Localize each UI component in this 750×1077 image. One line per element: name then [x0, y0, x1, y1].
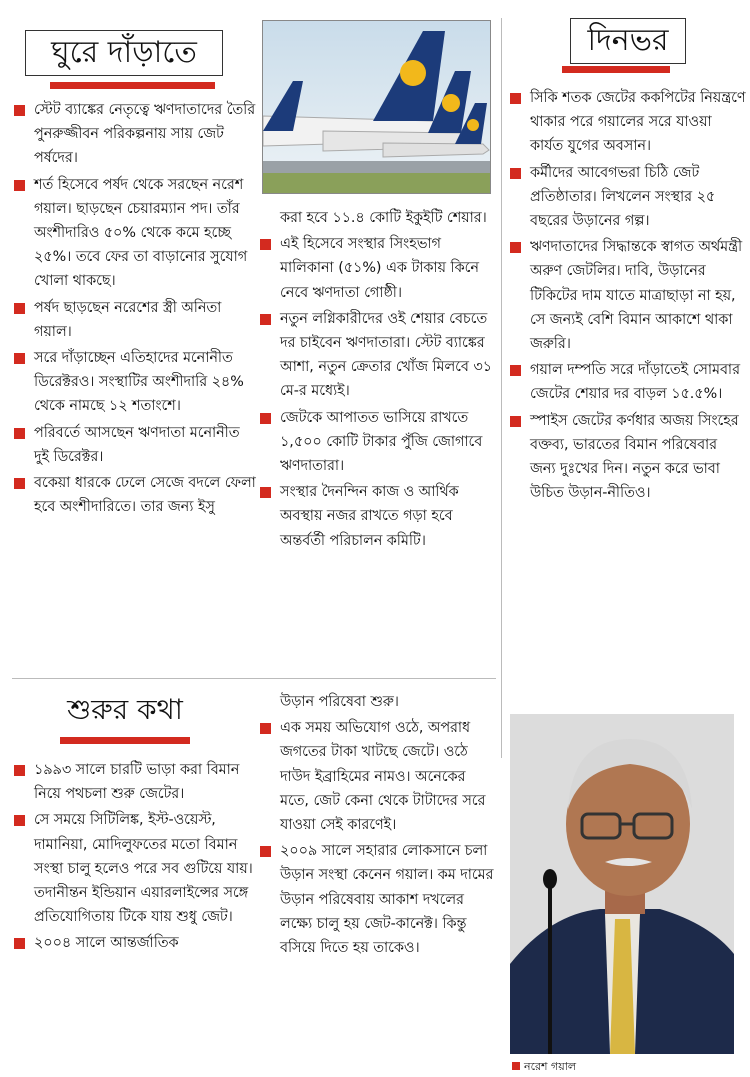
bullet-square-icon — [260, 314, 271, 325]
item-text: জেটকে আপাতত ভাসিয়ে রাখতে ১,৫০০ কোটি টাকার পুঁজি জোগাবে ঋণদাতারা। — [280, 409, 483, 475]
bullet-square-icon — [14, 428, 25, 439]
dinbhar-col — [508, 86, 746, 507]
jet-airways-planes-photo — [262, 20, 491, 194]
bullet-square-icon — [510, 365, 521, 376]
bullet-square-icon — [260, 239, 271, 250]
bullet-square-icon — [260, 723, 271, 734]
list-item — [258, 232, 496, 305]
list-item — [12, 346, 257, 419]
section-heading-ghure-darate: ঘুরে দাঁড়াতে — [25, 30, 223, 76]
item-text: গয়াল দম্পতি সরে দাঁড়াতেই সোমবার জেটের শেয়ার দর বাড়ল ১৫.৫%। — [530, 362, 740, 403]
item-text: সরে দাঁড়াচ্ছেন এতিহাদের মনোনীত ডিরেক্টরও। সংস্থাটির অংশীদারি ২৪% থেকে নামছে ১২ শতাংশে। — [34, 350, 244, 415]
item-text: পরিবর্তে আসছেন ঋণদাতা মনোনীত দুই ডিরেক্টর। — [34, 424, 240, 465]
continuation-text: করা হবে ১১.৪ কোটি ইকুইটি শেয়ার। — [280, 210, 487, 226]
heading-underline — [50, 82, 215, 89]
item-text: এই হিসেবে সংস্থার সিংহভাগ মালিকানা (৫১%) এক টাকায় কিনে নেবে ঋণদাতা গোষ্ঠী। — [280, 236, 479, 301]
bullet-square-icon — [14, 765, 25, 776]
planes-illustration — [263, 21, 490, 193]
list-item — [12, 421, 257, 469]
item-text: কর্মীদের আবেগভরা চিঠি জেট প্রতিষ্ঠাতার। লিখলেন সংস্থার ২৫ বছরের উড়ানের গল্প। — [530, 164, 716, 230]
item-text: বকেয়া ধারকে ঢেলে সেজে বদলে ফেলা হবে অংশীদারিতে। তার জন্য ইসু — [34, 475, 256, 516]
section-heading-dinbhar: দিনভর — [570, 18, 686, 64]
section-heading-shurur-katha: শুরুর কথা — [55, 690, 195, 730]
item-text: শর্ত হিসেবে পর্ষদ থেকে সরছেন নরেশ গয়াল। ছাড়ছেন চেয়ারম্যান পদ। তাঁর অংশীদারিও ৫০% থেকে কমে হচ্ছে ২৫%। তবে ফের তা বাড়ানোর সুযোগ খোলা থাকছে। — [34, 176, 248, 290]
bullet-square-icon — [14, 303, 25, 314]
list-item — [258, 839, 496, 960]
bullet-square-icon — [14, 105, 25, 116]
naresh-goyal-photo — [510, 714, 734, 1054]
shurur-katha-col2 — [258, 690, 496, 962]
list-item — [258, 307, 496, 404]
item-text: ২০০৪ সালে আন্তর্জাতিক — [34, 935, 179, 952]
list-item — [12, 931, 257, 955]
bullet-square-icon — [260, 846, 271, 857]
bullet-square-icon — [14, 353, 25, 364]
list-item — [508, 409, 746, 506]
item-text: স্টেট ব্যাঙ্কের নেতৃত্বে ঋণদাতাদের তৈরি পুনরুজ্জীবন পরিকল্পনায় সায় জেট পর্ষদের। — [34, 102, 256, 167]
item-text: নতুন লগ্নিকারীদের ওই শেয়ার বেচতে দর চাইবেন ঋণদাতারা। স্টেট ব্যাঙ্কের আশা, নতুন ক্রেতার খোঁজ মিলবে ৩১ মে-র মধ্যেই। — [280, 310, 492, 400]
list-item — [12, 758, 257, 806]
shurur-katha-col1 — [12, 758, 257, 958]
list-item — [12, 808, 257, 929]
list-item — [258, 716, 496, 837]
column-divider-right — [501, 18, 502, 758]
list-item — [12, 296, 257, 344]
shurur-katha-list-2 — [258, 716, 496, 960]
continuation-text: উড়ান পরিষেবা শুরু। — [280, 694, 399, 710]
ghure-darate-col1 — [12, 98, 257, 521]
heading-underline — [60, 737, 190, 744]
bullet-square-icon — [510, 416, 521, 427]
list-item — [508, 161, 746, 234]
caption-square-icon — [512, 1062, 520, 1070]
item-text: সিকি শতক জেটের ককপিটের নিয়ন্ত্রণে থাকার পরে গয়ালের সরে যাওয়া কার্যত যুগের অবসান। — [530, 90, 746, 155]
shurur-katha-list-1 — [12, 758, 257, 956]
bullet-square-icon — [260, 487, 271, 498]
list-item — [12, 471, 257, 519]
list-item — [508, 86, 746, 159]
ghure-darate-list-2 — [258, 232, 496, 553]
ghure-darate-list-1 — [12, 98, 257, 519]
bullet-square-icon — [14, 938, 25, 949]
item-text: সে সময়ে সিটিলিঙ্ক, ইস্ট-ওয়েস্ট, দামানিয়া, মোদিলুফতের মতো বিমান সংস্থা চালু হলেও পরে সব গুটিয়ে যায়। তদানীন্তন ইন্ডিয়ান এয়ারলাইন্সের সঙ্গে প্রতিযোগিতায় টিকে যায় শুধু জেট। — [34, 812, 253, 926]
item-text: পর্ষদ ছাড়ছেন নরেশের স্ত্রী অনিতা গয়াল। — [34, 299, 222, 340]
bullet-square-icon — [260, 413, 271, 424]
photo-caption — [512, 1058, 576, 1077]
list-item — [508, 358, 746, 406]
bullet-square-icon — [510, 242, 521, 253]
item-text: ২০০৯ সালে সহারার লোকসানে চলা উড়ান সংস্থা কেনেন গয়াল। কম দামের উড়ান পরিষেবায় আকাশ দখলের লক্ষ্যে চালু হয় জেট-কানেক্ট। কিন্তু বসিয়ে দিতে হয় তাকেও। — [280, 843, 494, 957]
bullet-square-icon — [510, 168, 521, 179]
bullet-square-icon — [14, 180, 25, 191]
item-text: এক সময় অভিযোগ ওঠে, অপরাধ জগতের টাকা খাটছে জেটে। ওঠে দাউদ ইব্রাহিমের নামও। অনেকের মতে, জেট কেনা থেকে টাটাদের সরে যাওয়া সেই কারণেই। — [280, 720, 486, 834]
list-item — [508, 235, 746, 356]
list-item — [12, 98, 257, 171]
bullet-square-icon — [510, 93, 521, 104]
item-text: ঋণদাতাদের সিদ্ধান্তকে স্বাগত অর্থমন্ত্রী অরুণ জেটলির। দাবি, উড়ানের টিকিটের দাম যাতে মাত্রাছাড়া না হয়, সে জন্যই বেশি বিমান আকাশে থাকা জরুরি। — [530, 239, 743, 353]
section-divider — [12, 678, 496, 679]
item-text: ১৯৯৩ সালে চারটি ভাড়া করা বিমান নিয়ে পথচলা শুরু জেটের। — [34, 762, 240, 803]
bullet-square-icon — [14, 478, 25, 489]
caption-text: নরেশ গয়াল — [524, 1060, 577, 1073]
list-item — [12, 173, 257, 294]
portrait-illustration — [510, 714, 734, 1054]
item-text: সংস্থার দৈনন্দিন কাজ ও আর্থিক অবস্থায় নজর রাখতে গড়া হবে অন্তর্বর্তী পরিচালন কমিটি। — [280, 484, 459, 549]
heading-underline — [562, 66, 670, 73]
bullet-square-icon — [14, 815, 25, 826]
ghure-darate-col2 — [258, 206, 496, 555]
item-text: স্পাইস জেটের কর্ণধার অজয় সিংহের বক্তব্য, ভারতের বিমান পরিষেবার জন্য দুঃখের দিন। নতুন করে ভাবা উচিত উড়ান-নীতিও। — [530, 412, 739, 502]
list-item — [258, 480, 496, 553]
list-item — [258, 406, 496, 479]
dinbhar-list — [508, 86, 746, 505]
